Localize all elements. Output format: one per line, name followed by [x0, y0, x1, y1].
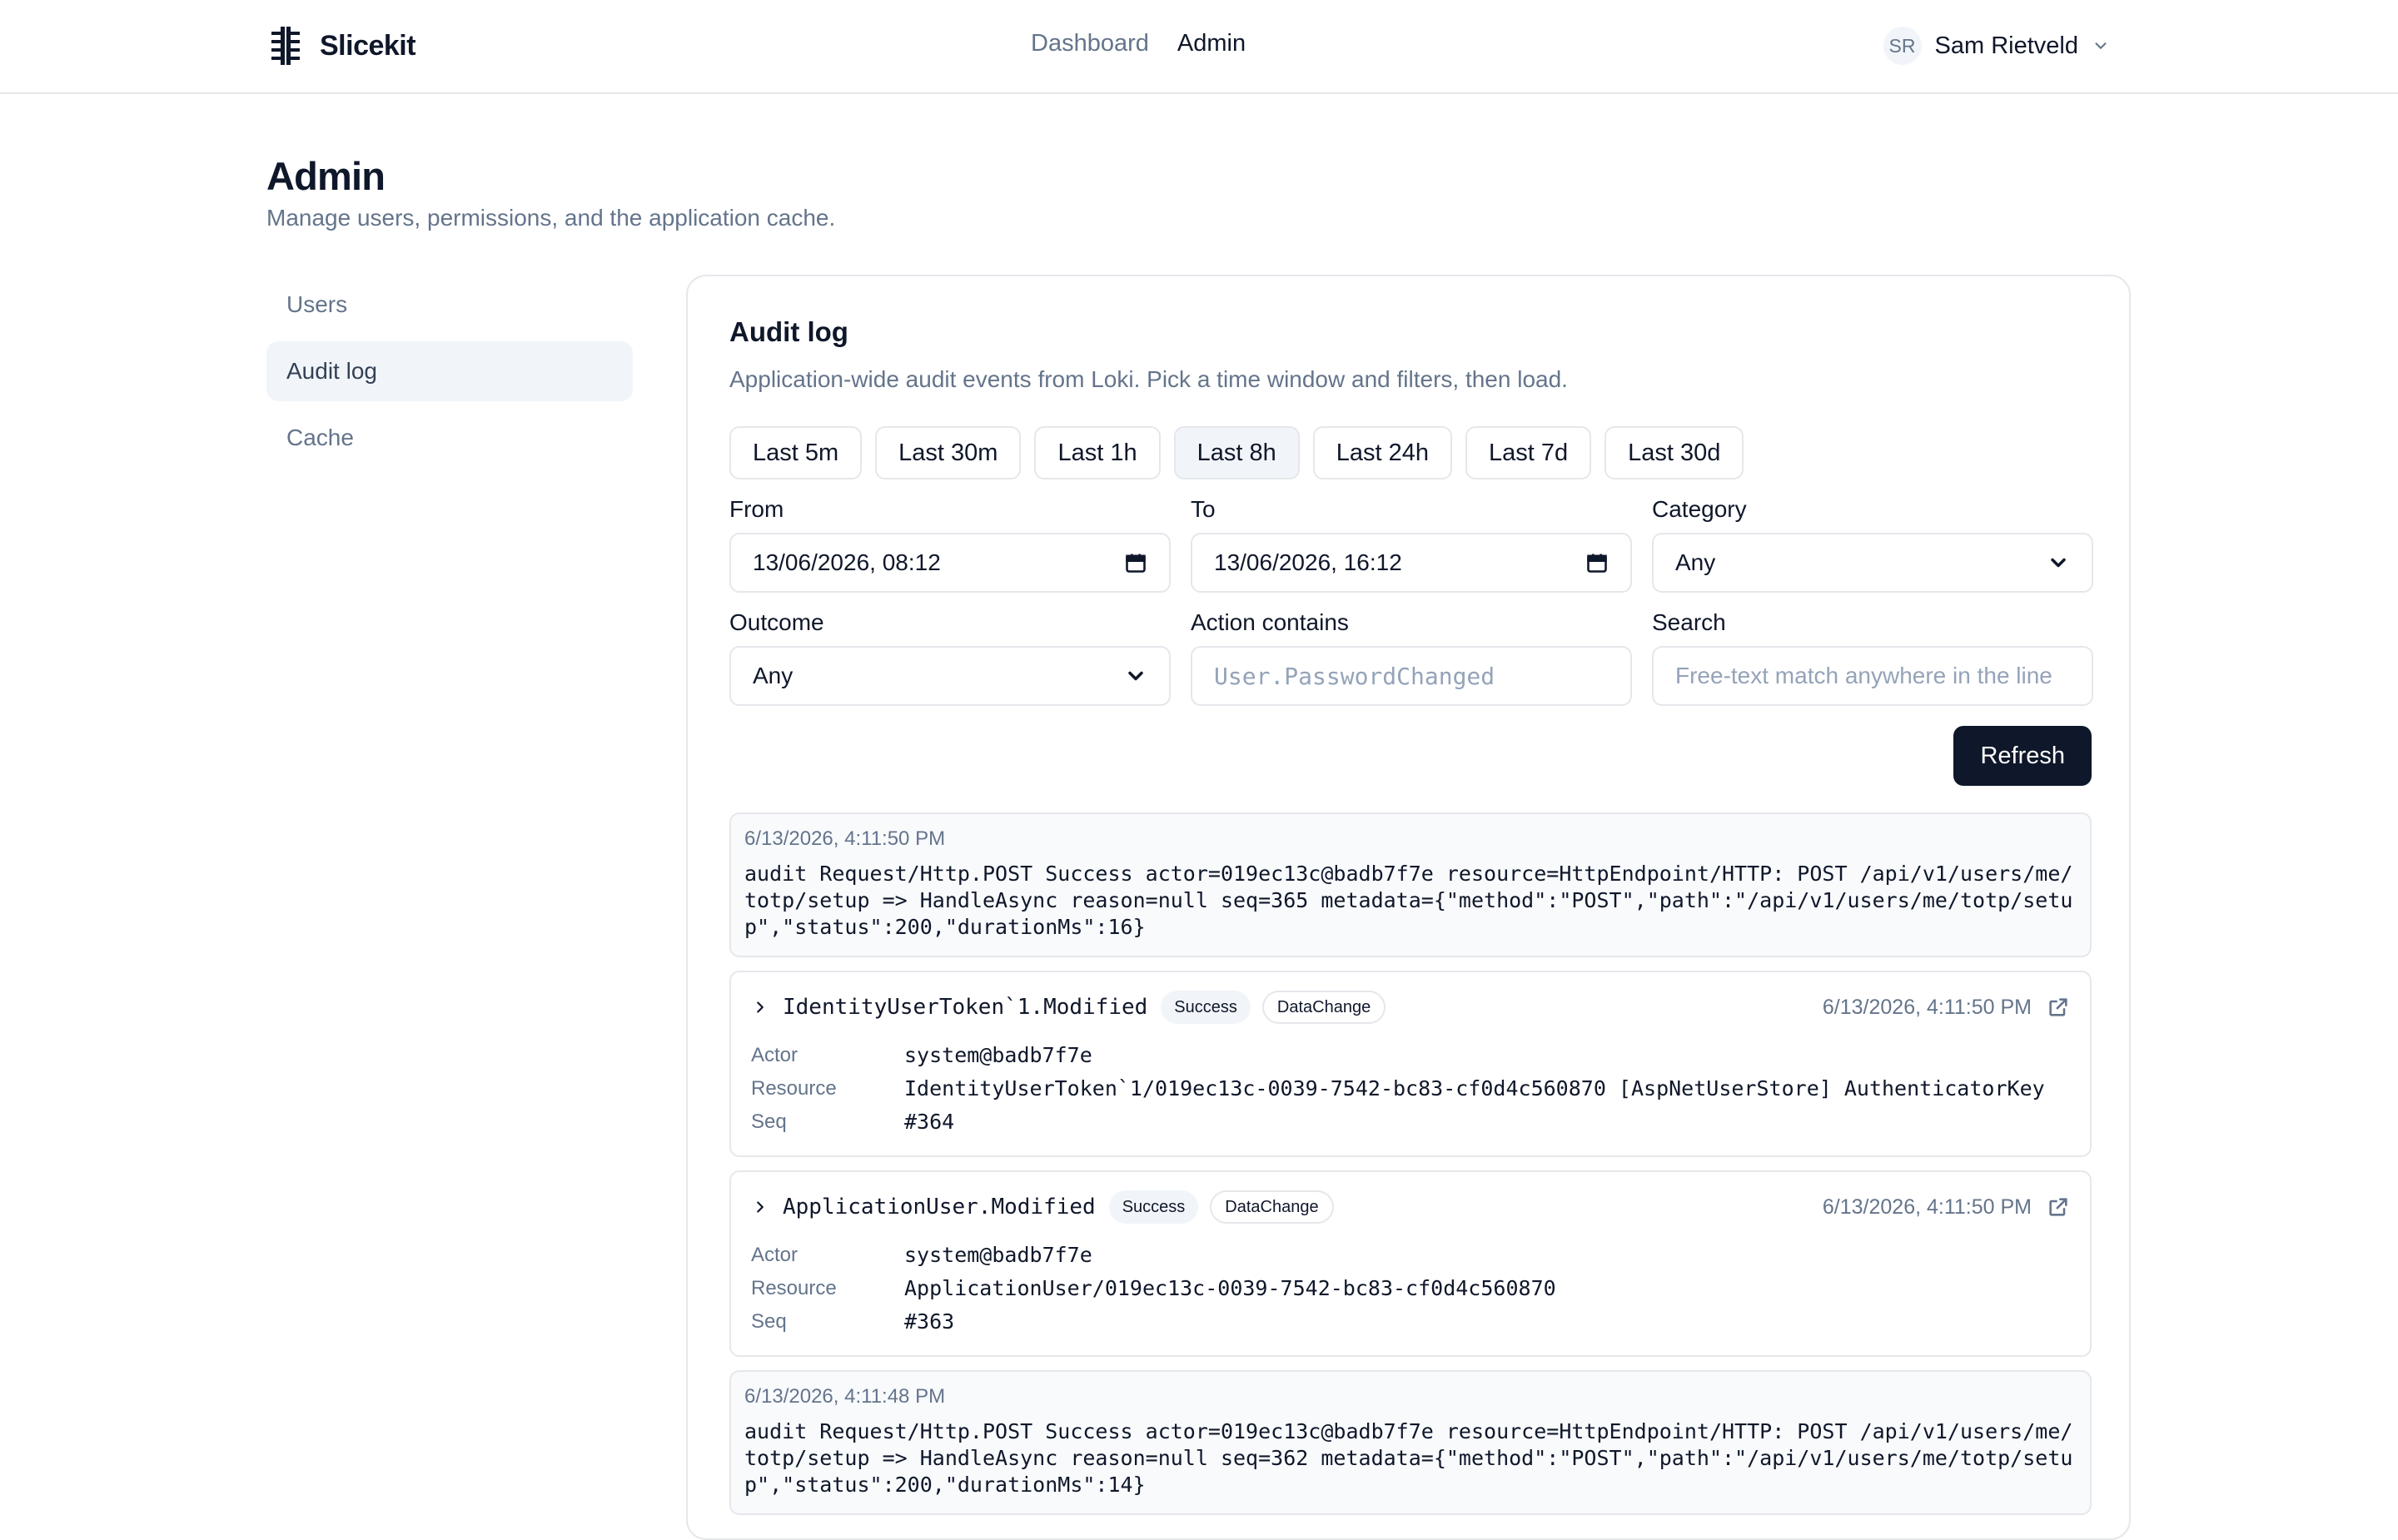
action-placeholder: User.PasswordChanged	[1214, 662, 1495, 690]
seq-key: Seq	[751, 1310, 787, 1333]
external-link-icon[interactable]	[2047, 996, 2070, 1019]
resource-key: Resource	[751, 1077, 837, 1100]
event-details	[751, 1242, 2070, 1335]
outcome-select[interactable]	[729, 646, 1171, 706]
action-field-group	[1191, 609, 1632, 706]
outcome-badge: Success	[1161, 991, 1251, 1024]
event-header	[751, 991, 2070, 1024]
chevron-right-icon[interactable]	[751, 998, 769, 1016]
search-field-group	[1652, 609, 2093, 706]
resource-key: Resource	[751, 1277, 837, 1299]
event-action: ApplicationUser.Modified	[783, 1195, 1096, 1220]
to-value: 13/06/2026, 16:12	[1214, 549, 1402, 575]
nav-admin[interactable]: Admin	[1177, 30, 1246, 57]
slicekit-logo-icon	[266, 25, 305, 67]
event-header	[751, 1190, 2070, 1224]
action-contains-input[interactable]	[1191, 646, 1632, 706]
outcome-value: Any	[753, 663, 794, 688]
category-field-group	[1652, 496, 2093, 593]
from-datetime-input[interactable]	[729, 533, 1171, 593]
main-nav	[1031, 30, 1246, 57]
resource-value: ApplicationUser/019ec13c-0039-7542-bc83-cf0d4c560870	[904, 1276, 1556, 1300]
brand[interactable]	[266, 25, 415, 67]
to-label: To	[1191, 496, 1216, 522]
category-select[interactable]	[1652, 533, 2093, 593]
event-action: IdentityUserToken`1.Modified	[783, 995, 1148, 1020]
page-title: Admin	[266, 154, 386, 198]
filter-grid	[729, 496, 2092, 706]
range-last-30d-button[interactable]: Last 30d	[1604, 426, 1744, 479]
seq-value: #363	[904, 1309, 955, 1334]
card-subtitle: Application-wide audit events from Loki. Pick a time window and filters, then load.	[729, 366, 1568, 392]
chevron-down-icon	[2047, 551, 2070, 574]
nav-dashboard[interactable]: Dashboard	[1031, 30, 1149, 57]
refresh-row	[729, 726, 2092, 786]
sidebar-item-audit-log[interactable]: Audit log	[266, 341, 633, 401]
from-value: 13/06/2026, 08:12	[753, 549, 941, 575]
calendar-icon[interactable]	[1124, 551, 1147, 574]
log-line: audit Request/Http.POST Success actor=019ec13c@badb7f7e resource=HttpEndpoint/HTTP: POST /api/v1/users/me/totp/setup => HandleAsync reason=null seq=362 metadata={"method":"POST","path":"/api/v1/users/me/totp/setup","status":200,"durationMs":14}	[744, 1419, 2073, 1497]
category-badge: DataChange	[1262, 991, 1386, 1024]
range-last-5m-button[interactable]: Last 5m	[729, 426, 862, 479]
chevron-right-icon[interactable]	[751, 1198, 769, 1216]
user-name: Sam Rietveld	[1934, 32, 2078, 59]
search-input[interactable]	[1652, 646, 2093, 706]
category-badge: DataChange	[1210, 1190, 1333, 1224]
range-last-7d-button[interactable]: Last 7d	[1465, 426, 1591, 479]
refresh-button[interactable]: Refresh	[1953, 726, 2092, 786]
event-details	[751, 1042, 2070, 1135]
time-range-presets	[729, 426, 2092, 479]
range-last-30m-button[interactable]: Last 30m	[875, 426, 1021, 479]
from-label: From	[729, 496, 784, 522]
avatar: SR	[1883, 27, 1922, 65]
raw-log-entry	[729, 812, 2092, 957]
range-last-8h-button[interactable]: Last 8h	[1174, 426, 1300, 479]
category-label: Category	[1652, 496, 1747, 522]
actor-value: system@badb7f7e	[904, 1243, 1092, 1267]
log-line: audit Request/Http.POST Success actor=019ec13c@badb7f7e resource=HttpEndpoint/HTTP: POST /api/v1/users/me/totp/setup => HandleAsync reason=null seq=365 metadata={"method":"POST","path":"/api/v1/users/me/totp/setup","status":200,"durationMs":16}	[744, 862, 2073, 939]
category-value: Any	[1675, 549, 1716, 575]
search-placeholder: Free-text match anywhere in the line	[1675, 663, 2052, 688]
from-field-group	[729, 496, 1171, 593]
outcome-label: Outcome	[729, 609, 824, 635]
to-field-group	[1191, 496, 1632, 593]
card-title: Audit log	[729, 316, 848, 347]
raw-log-entry	[729, 1370, 2092, 1515]
range-last-24h-button[interactable]: Last 24h	[1313, 426, 1452, 479]
search-label: Search	[1652, 609, 1726, 635]
audit-log-card	[686, 275, 2131, 1540]
top-bar	[0, 0, 2398, 94]
action-label: Action contains	[1191, 609, 1349, 635]
to-datetime-input[interactable]	[1191, 533, 1632, 593]
sidebar-item-cache[interactable]: Cache	[286, 425, 354, 450]
seq-key: Seq	[751, 1110, 787, 1133]
seq-value: #364	[904, 1110, 955, 1134]
log-timestamp: 6/13/2026, 4:11:50 PM	[744, 827, 946, 850]
brand-name: Slicekit	[320, 29, 416, 62]
log-timestamp: 6/13/2026, 4:11:48 PM	[744, 1385, 946, 1408]
event-timestamp: 6/13/2026, 4:11:50 PM	[1822, 1195, 2032, 1219]
resource-value: IdentityUserToken`1/019ec13c-0039-7542-bc83-cf0d4c560870 [AspNetUserStore] AuthenticatorKey	[904, 1076, 2045, 1100]
actor-value: system@badb7f7e	[904, 1043, 1092, 1067]
actor-key: Actor	[751, 1044, 799, 1066]
range-last-1h-button[interactable]: Last 1h	[1034, 426, 1160, 479]
audit-event-entry	[729, 971, 2092, 1157]
audit-event-entry	[729, 1170, 2092, 1357]
page-subtitle: Manage users, permissions, and the application cache.	[266, 205, 836, 231]
outcome-badge: Success	[1109, 1190, 1199, 1224]
event-timestamp: 6/13/2026, 4:11:50 PM	[1822, 995, 2032, 1019]
chevron-down-icon	[2092, 37, 2110, 55]
calendar-icon[interactable]	[1585, 551, 1609, 574]
outcome-field-group	[729, 609, 1171, 706]
sidebar-item-users[interactable]: Users	[286, 291, 348, 317]
audit-entries	[729, 812, 2092, 1515]
admin-sidebar	[266, 275, 633, 474]
external-link-icon[interactable]	[2047, 1195, 2070, 1219]
user-menu[interactable]	[1883, 27, 2110, 65]
actor-key: Actor	[751, 1244, 799, 1266]
chevron-down-icon	[1124, 664, 1147, 688]
